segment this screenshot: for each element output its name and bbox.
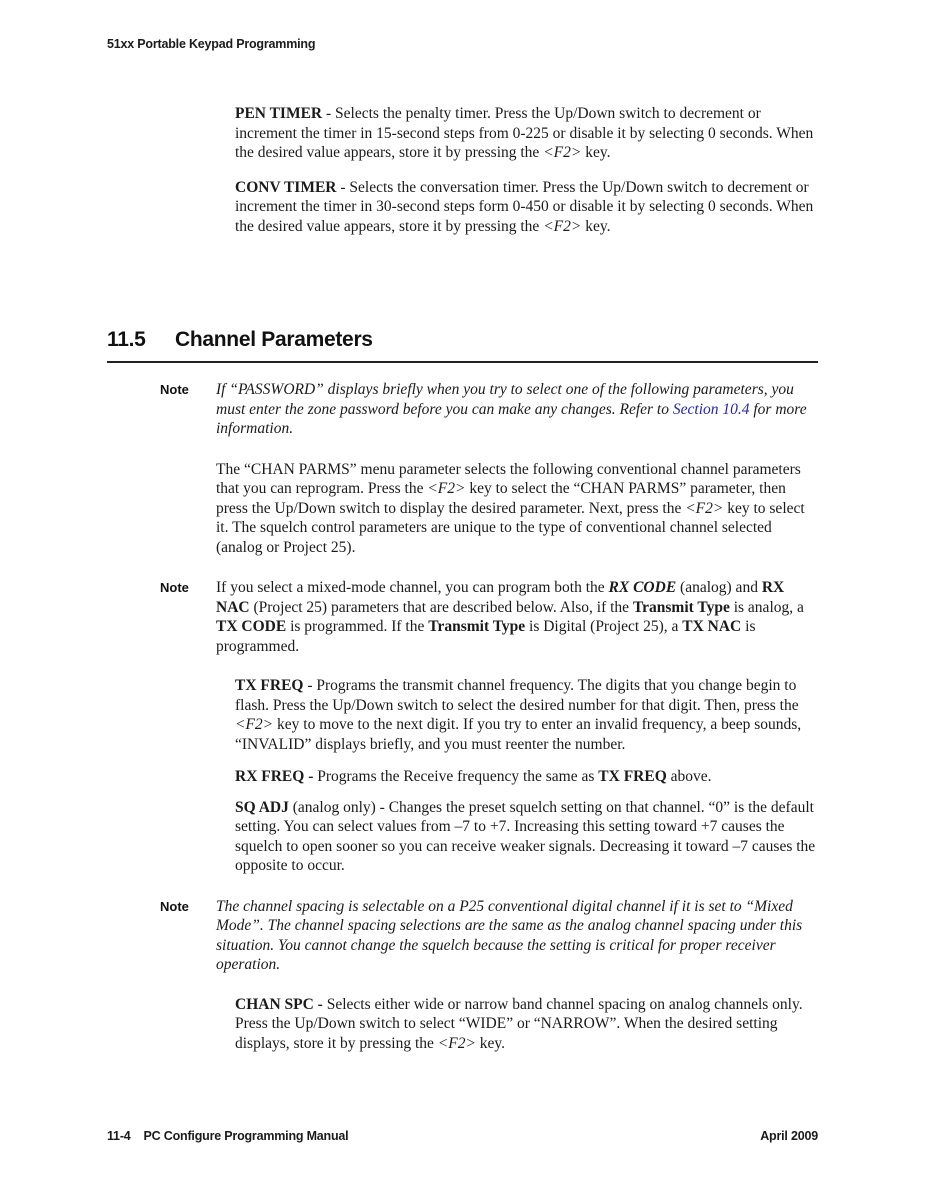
text-run: <F2> <box>543 217 582 235</box>
note-password-body <box>216 380 818 439</box>
note-password <box>160 380 818 439</box>
text-run: (analog) and <box>676 579 762 596</box>
text-run: (Project 25) parameters that are described below. Also, if the <box>249 598 633 616</box>
paragraph-rx-freq <box>235 767 818 787</box>
text-run: Selects either wide or narrow band channel spacing on analog channels only. Press the Up/Down switch to select “WIDE” or “NARROW”. When the desired setting displays, store it by pressing the <box>235 995 803 1052</box>
text-run: is analog, a <box>729 598 804 616</box>
paragraph-chan-spc <box>235 995 818 1054</box>
text-run: <F2> <box>427 480 466 497</box>
page-header: 51xx Portable Keypad Programming <box>107 37 316 51</box>
text-run: SQ ADJ <box>235 798 289 816</box>
note-mixed-mode <box>160 578 818 656</box>
note-label: Note <box>160 898 189 914</box>
note-channel-spacing-body <box>216 897 818 975</box>
text-run: above. <box>666 768 712 785</box>
footer-manual-title: PC Configure Programming Manual <box>143 1129 349 1143</box>
text-run: key to select it. The squelch control parameters are unique to the type of conventional channel selected (analog or Project 25). <box>216 499 805 556</box>
text-run: RX NAC <box>216 579 785 616</box>
text-run: Transmit Type <box>428 618 526 635</box>
footer-page-number: 11-4 <box>107 1129 131 1143</box>
text-run: If “PASSWORD” displays briefly when you try to select one of the following parameters, you must enter the zone password before you can make any changes. Refer to <box>216 381 794 418</box>
text-run: <F2> <box>685 499 724 517</box>
section-number: 11.5 <box>107 328 146 351</box>
text-run: for more information. <box>216 400 807 437</box>
page-footer <box>107 1128 818 1144</box>
text-run: TX CODE <box>216 618 287 635</box>
note-mixed-mode-body <box>216 578 818 656</box>
text-run: key to move to the next digit. If you try to enter an invalid frequency, a beep sounds, “INVALID” displays briefly, and you must reenter the number. <box>235 716 802 753</box>
text-run: PEN TIMER <box>235 105 323 122</box>
paragraph-tx-freq <box>235 676 818 754</box>
text-run: TX FREQ <box>598 768 667 785</box>
text-run: <F2> <box>437 1034 476 1052</box>
text-run: - Selects the penalty timer. Press the Up/Down switch to decrement or increment the timer in 15-second steps from 0-225 or disable it by selecting 0 seconds. When the desired value appears, store it by pressing the <box>235 105 814 161</box>
text-run: RX CODE <box>608 579 677 596</box>
section-10-4-link[interactable]: Section 10.4 <box>672 400 750 418</box>
text-run: is programmed. <box>216 618 756 655</box>
text-run: CONV TIMER <box>235 178 337 196</box>
text-run: Programs the Receive frequency the same as <box>313 768 599 785</box>
text-run: is programmed. If the <box>286 618 429 635</box>
text-run: key to select the “CHAN PARMS” parameter, then press the Up/Down switch to display the desired parameter. Next, press the <box>216 480 786 517</box>
text-run: is Digital (Project 25), a <box>525 618 683 635</box>
text-run: <F2> <box>543 144 582 161</box>
paragraph-conv-timer <box>235 178 818 237</box>
text-run: Transmit Type <box>632 598 730 616</box>
text-run: key. <box>581 144 611 161</box>
heading-rule <box>107 361 818 363</box>
note-label: Note <box>160 580 189 595</box>
text-run: - Selects the conversation timer. Press the Up/Down switch to decrement or increment the timer in 30-second steps form 0-450 or disable it by selecting 0 seconds. When the desired value appears, store it by pressing the <box>235 178 814 235</box>
footer-date: April 2009 <box>760 1129 818 1143</box>
text-run: TX FREQ <box>235 677 304 694</box>
footer-left <box>107 1128 348 1144</box>
paragraph-pen-timer <box>235 104 818 163</box>
text-run: RX FREQ - <box>235 768 314 785</box>
paragraph-chan-parms <box>216 460 818 558</box>
paragraph-sq-adj <box>235 798 818 876</box>
note-label: Note <box>160 382 189 397</box>
note-channel-spacing <box>160 897 818 975</box>
text-run: (analog only) - Changes the preset squelch setting on that channel. “0” is the default setting. You can select values from –7 to +7. Increasing this setting toward +7 causes the squelch to open sooner so you can receive weaker signals. Decreasing it toward –7 causes the opposite to occur. <box>235 798 816 874</box>
text-run: The channel spacing is selectable on a P25 conventional digital channel if it is set to “Mixed Mode”. The channel spacing selections are the same as the analog channel spacing under this situation. You cannot change the squelch because the setting is critical for proper receiver operation. <box>216 897 803 973</box>
section-title: Channel Parameters <box>175 328 373 351</box>
text-run: If you select a mixed-mode channel, you can program both the <box>216 579 609 596</box>
text-run: CHAN SPC - <box>235 995 323 1013</box>
text-run: key. <box>475 1034 506 1052</box>
text-run: <F2> <box>235 716 274 733</box>
text-run: The “CHAN PARMS” menu parameter selects the following conventional channel parameters that you can reprogram. Press the <box>216 460 801 497</box>
text-run: TX NAC <box>682 618 742 635</box>
section-heading <box>107 327 818 353</box>
text-run: - Programs the transmit channel frequency. The digits that you change begin to flash. Press the Up/Down switch to select the desired number for that digit. Then, press the <box>235 677 799 714</box>
text-run: key. <box>581 217 611 235</box>
